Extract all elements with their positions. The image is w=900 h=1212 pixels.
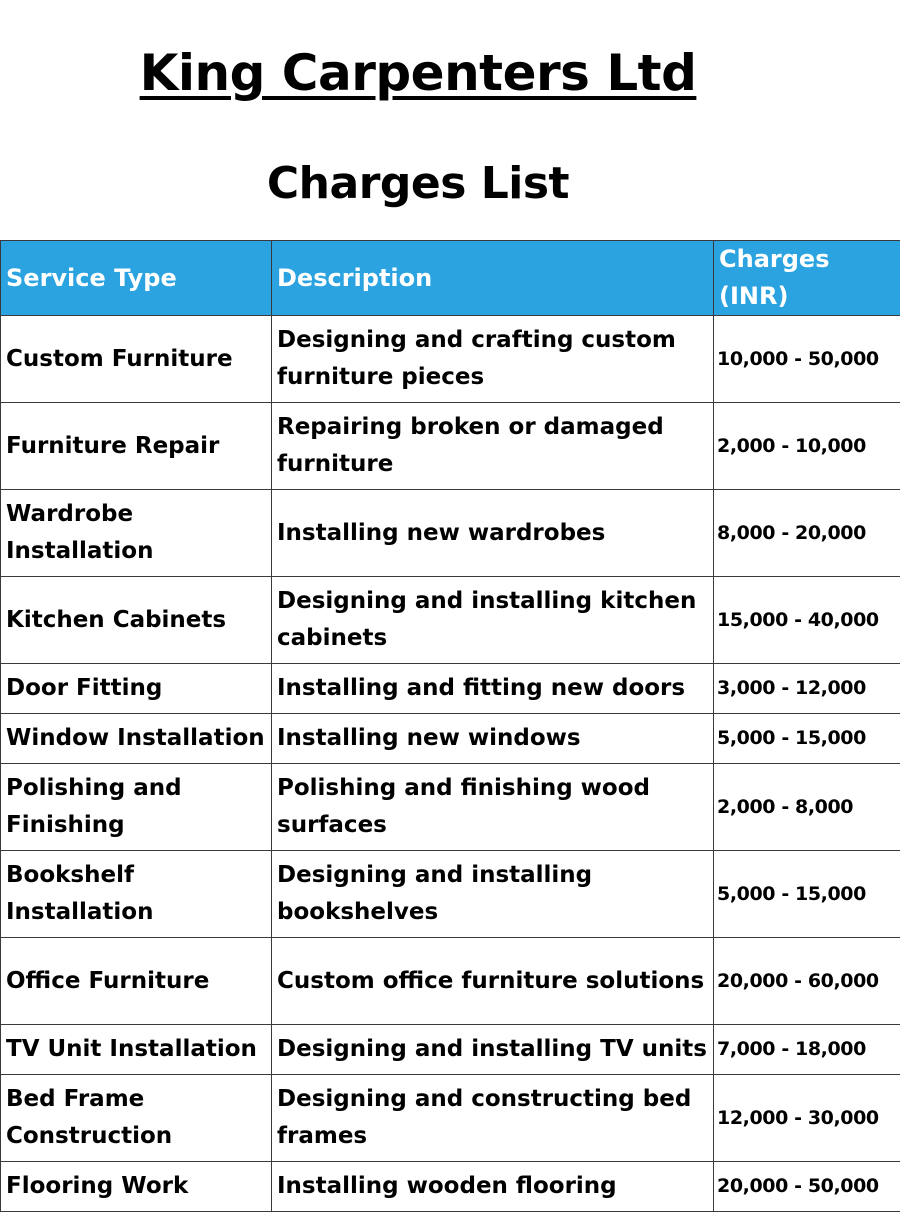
description-cell: Designing and installing bookshelves — [272, 851, 714, 938]
description-cell: Designing and installing TV units — [272, 1025, 714, 1075]
service-cell: Door Fitting — [1, 664, 272, 714]
description-cell: Designing and crafting custom furniture pieces — [272, 316, 714, 403]
charges-cell: 10,000 - 50,000 — [714, 316, 900, 403]
description-cell: Designing and constructing bed frames — [272, 1075, 714, 1162]
service-cell: Furniture Repair — [1, 403, 272, 490]
table-row — [1, 1162, 900, 1212]
description-cell: Installing new wardrobes — [272, 490, 714, 577]
service-cell: Bookshelf Installation — [1, 851, 272, 938]
table-row — [1, 577, 900, 664]
table-row — [1, 664, 900, 714]
charges-cell: 2,000 - 8,000 — [714, 764, 900, 851]
header-description: Description — [272, 241, 714, 316]
table-row — [1, 851, 900, 938]
page-title: Charges List — [0, 158, 836, 209]
charges-cell: 15,000 - 40,000 — [714, 577, 900, 664]
table-row — [1, 1025, 900, 1075]
charges-cell: 2,000 - 10,000 — [714, 403, 900, 490]
charges-cell: 8,000 - 20,000 — [714, 490, 900, 577]
description-cell: Repairing broken or damaged furniture — [272, 403, 714, 490]
table-row — [1, 403, 900, 490]
description-cell: Installing and fitting new doors — [272, 664, 714, 714]
service-cell: Flooring Work — [1, 1162, 272, 1212]
header-charges: Charges (INR) — [714, 241, 900, 316]
charges-cell: 12,000 - 30,000 — [714, 1075, 900, 1162]
table-row — [1, 490, 900, 577]
company-name: King Carpenters Ltd — [0, 44, 836, 102]
charges-cell: 20,000 - 50,000 — [714, 1162, 900, 1212]
description-cell: Installing new windows — [272, 714, 714, 764]
service-cell: Wardrobe Installation — [1, 490, 272, 577]
table-row — [1, 714, 900, 764]
table-row — [1, 764, 900, 851]
service-cell: Bed Frame Construction — [1, 1075, 272, 1162]
service-cell: Polishing and Finishing — [1, 764, 272, 851]
charges-cell: 5,000 - 15,000 — [714, 714, 900, 764]
table-row — [1, 316, 900, 403]
charges-cell: 5,000 - 15,000 — [714, 851, 900, 938]
charges-cell: 20,000 - 60,000 — [714, 938, 900, 1025]
service-cell: TV Unit Installation — [1, 1025, 272, 1075]
service-cell: Custom Furniture — [1, 316, 272, 403]
table-header-row — [1, 241, 900, 316]
charges-table — [0, 240, 900, 1212]
header-service-type: Service Type — [1, 241, 272, 316]
table-row — [1, 938, 900, 1025]
description-cell: Designing and installing kitchen cabinets — [272, 577, 714, 664]
description-cell: Polishing and finishing wood surfaces — [272, 764, 714, 851]
service-cell: Kitchen Cabinets — [1, 577, 272, 664]
description-cell: Custom office furniture solutions — [272, 938, 714, 1025]
service-cell: Window Installation — [1, 714, 272, 764]
table-row — [1, 1075, 900, 1162]
charges-cell: 3,000 - 12,000 — [714, 664, 900, 714]
charges-cell: 7,000 - 18,000 — [714, 1025, 900, 1075]
service-cell: Office Furniture — [1, 938, 272, 1025]
description-cell: Installing wooden flooring — [272, 1162, 714, 1212]
